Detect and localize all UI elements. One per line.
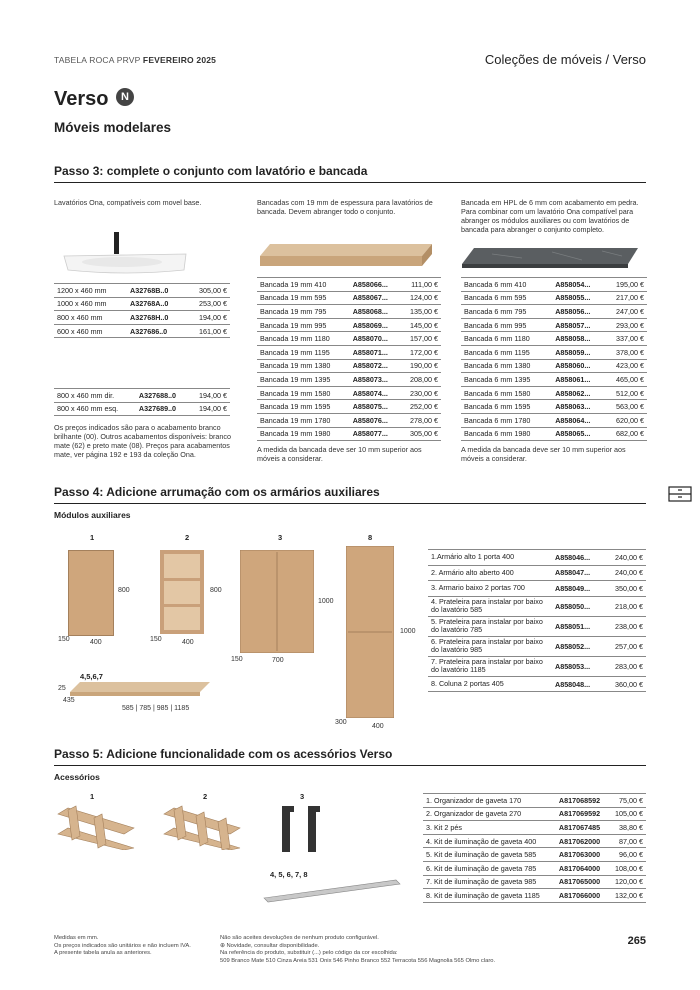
washbasin-image — [60, 232, 190, 276]
table-row — [461, 332, 647, 346]
dim-label: 300 — [335, 719, 347, 726]
product-code: A858058... — [552, 332, 604, 346]
modules-table — [428, 549, 646, 692]
price-cell: 378,00 € — [604, 345, 647, 359]
price-cell: 253,00 € — [185, 297, 230, 311]
table-row — [428, 565, 646, 581]
price-cell: 252,00 € — [400, 400, 441, 414]
price-cell: 190,00 € — [400, 359, 441, 373]
product-code: A327689..0 — [136, 402, 189, 416]
product-code: A32768A..0 — [127, 297, 185, 311]
price-cell: 240,00 € — [603, 565, 646, 581]
product-code: A817067485 — [556, 821, 608, 835]
dim-label: 585 | 785 | 985 | 1185 — [122, 705, 190, 712]
price-cell: 194,00 € — [189, 389, 230, 403]
column-2-doors-image — [346, 546, 394, 718]
description-cell: Bancada 6 mm 595 — [461, 291, 552, 305]
product-code: A858075... — [350, 400, 400, 414]
price-cell: 120,00 € — [608, 875, 646, 889]
product-code: A858055... — [552, 291, 604, 305]
product-code: A817064000 — [556, 861, 608, 875]
description-cell: 1. Organizador de gaveta 170 — [423, 794, 556, 808]
price-cell: 512,00 € — [604, 386, 647, 400]
price-cell: 161,00 € — [185, 324, 230, 338]
modules-4-7-label: 4,5,6,7 — [80, 672, 103, 681]
washbasin-table-asym — [54, 388, 230, 416]
description-cell: Bancada 19 mm 1180 — [257, 332, 350, 346]
wood-countertop-image — [260, 236, 432, 270]
washbasin-table — [54, 283, 230, 338]
table-row — [428, 581, 646, 597]
table-row — [257, 413, 441, 427]
step4-heading: Passo 4: Adicione arrumação com os armários auxiliares — [54, 485, 380, 499]
price-cell: 87,00 € — [608, 834, 646, 848]
description-cell: 1200 x 460 mm — [54, 284, 127, 298]
product-code: A858066... — [350, 278, 400, 292]
description-cell: Bancada 6 mm 1980 — [461, 427, 552, 441]
table-row — [428, 676, 646, 692]
table-row — [461, 386, 647, 400]
table-row — [257, 359, 441, 373]
description-cell: Bancada 19 mm 1580 — [257, 386, 350, 400]
dim-label: 150 — [150, 636, 162, 643]
table-row — [257, 291, 441, 305]
price-cell: 283,00 € — [603, 656, 646, 676]
table-row — [257, 278, 441, 292]
price-cell: 238,00 € — [603, 616, 646, 636]
description-cell: 800 x 460 mm esq. — [54, 402, 136, 416]
table-row — [257, 318, 441, 332]
description-cell: 3. Kit 2 pés — [423, 821, 556, 835]
price-cell: 682,00 € — [604, 427, 647, 441]
description-cell: 1.Armário alto 1 porta 400 — [428, 550, 552, 566]
product-code: A858047... — [552, 565, 603, 581]
table-row — [461, 427, 647, 441]
table-row — [428, 616, 646, 636]
price-cell: 194,00 € — [185, 311, 230, 325]
table-row — [54, 284, 230, 298]
table-row — [423, 834, 646, 848]
table-row — [423, 821, 646, 835]
tall-cabinet-door-image — [68, 550, 114, 636]
description-cell: Bancada 6 mm 410 — [461, 278, 552, 292]
dim-label: 800 — [118, 587, 130, 594]
table-row — [461, 345, 647, 359]
product-code: A858063... — [552, 400, 604, 414]
description-cell: 6. Prateleira para instalar por baixo do lavatório 985 — [428, 636, 552, 656]
product-code: A817068592 — [556, 794, 608, 808]
product-code: A858048... — [552, 676, 603, 692]
description-cell: 7. Kit de iluminação de gaveta 985 — [423, 875, 556, 889]
product-code: A858076... — [350, 413, 400, 427]
price-cell: 218,00 € — [603, 596, 646, 616]
table-row — [423, 861, 646, 875]
table-row — [461, 318, 647, 332]
dim-label: 700 — [272, 657, 284, 664]
table-row — [423, 848, 646, 862]
module-3-label: 3 — [278, 533, 283, 542]
product-code: A858064... — [552, 413, 604, 427]
description-cell: 4. Prateleira para instalar por baixo do lavatório 585 — [428, 596, 552, 616]
dim-label: 150 — [58, 636, 70, 643]
step3-col3-note: A medida da bancada deve ser 10 mm superior aos móveis a considerar. — [461, 445, 626, 463]
product-code: A858074... — [350, 386, 400, 400]
step3-col2-note: A medida da bancada deve ser 10 mm superior aos móveis a considerar. — [257, 445, 422, 463]
table-row — [461, 373, 647, 387]
description-cell: Bancada 6 mm 795 — [461, 305, 552, 319]
product-code: A858051... — [552, 616, 603, 636]
stone-countertop-image — [462, 242, 638, 272]
product-code: A817066000 — [556, 889, 608, 903]
price-cell: 305,00 € — [185, 284, 230, 298]
dim-label: 435 — [63, 697, 75, 704]
step5-section: Acessórios — [54, 772, 100, 782]
description-cell: 800 x 460 mm dir. — [54, 389, 136, 403]
product-code: A817069592 — [556, 807, 608, 821]
table-row — [461, 305, 647, 319]
open-cabinet-image — [160, 550, 204, 634]
price-cell: 145,00 € — [400, 318, 441, 332]
description-cell: 8. Kit de iluminação de gaveta 1185 — [423, 889, 556, 903]
description-cell: Bancada 6 mm 1595 — [461, 400, 552, 414]
accessories-table — [423, 793, 646, 903]
table-row — [428, 656, 646, 676]
price-cell: 305,00 € — [400, 427, 441, 441]
product-code: A817062000 — [556, 834, 608, 848]
product-code: A32768H..0 — [127, 311, 185, 325]
table-row — [428, 596, 646, 616]
table-row — [54, 297, 230, 311]
table-row — [423, 889, 646, 903]
page-number: 265 — [627, 935, 646, 947]
price-cell: 360,00 € — [603, 676, 646, 692]
price-cell: 620,00 € — [604, 413, 647, 427]
table-row — [461, 413, 647, 427]
dim-label: 1000 — [400, 628, 416, 635]
description-cell: Bancada 6 mm 1780 — [461, 413, 552, 427]
price-cell: 247,00 € — [604, 305, 647, 319]
product-code: A858050... — [552, 596, 603, 616]
product-code: A858053... — [552, 656, 603, 676]
table-row — [54, 389, 230, 403]
accessory-1-label: 1 — [90, 792, 95, 801]
step3-heading: Passo 3: complete o conjunto com lavatório e bancada — [54, 164, 368, 178]
table-row — [423, 794, 646, 808]
feet-kit-image — [280, 804, 324, 856]
description-cell: 2. Armário alto aberto 400 — [428, 565, 552, 581]
divider — [54, 503, 646, 504]
dim-label: 150 — [231, 656, 243, 663]
description-cell: Bancada 19 mm 1595 — [257, 400, 350, 414]
description-cell: Bancada 19 mm 595 — [257, 291, 350, 305]
price-cell: 350,00 € — [603, 581, 646, 597]
price-cell: 172,00 € — [400, 345, 441, 359]
description-cell: Bancada 6 mm 1580 — [461, 386, 552, 400]
table-row — [257, 373, 441, 387]
product-code: A858049... — [552, 581, 603, 597]
product-code: A817063000 — [556, 848, 608, 862]
product-code: A817065000 — [556, 875, 608, 889]
drawer-organizer-170-image — [54, 800, 138, 850]
product-code: A858068... — [350, 305, 400, 319]
description-cell: 5. Kit de iluminação de gaveta 585 — [423, 848, 556, 862]
product-code: A858072... — [350, 359, 400, 373]
drawer-organizer-270-image — [160, 800, 244, 850]
price-cell: 135,00 € — [400, 305, 441, 319]
price-cell: 240,00 € — [603, 550, 646, 566]
module-2-label: 2 — [185, 533, 190, 542]
table-row — [54, 402, 230, 416]
page-title: Verso — [54, 88, 109, 110]
product-code: A32768B..0 — [127, 284, 185, 298]
table-row — [423, 875, 646, 889]
product-code: A858062... — [552, 386, 604, 400]
price-cell: 111,00 € — [400, 278, 441, 292]
header-right: Coleções de móveis / Verso — [484, 52, 646, 67]
price-cell: 124,00 € — [400, 291, 441, 305]
product-code: A858069... — [350, 318, 400, 332]
price-cell: 108,00 € — [608, 861, 646, 875]
dim-label: 400 — [372, 723, 384, 730]
price-cell: 195,00 € — [604, 278, 647, 292]
price-cell: 75,00 € — [608, 794, 646, 808]
dim-label: 25 — [58, 685, 66, 692]
dim-label: 400 — [182, 639, 194, 646]
page-subtitle: Móveis modelares — [54, 120, 172, 135]
divider — [54, 765, 646, 766]
price-cell: 208,00 € — [400, 373, 441, 387]
product-code: A858054... — [552, 278, 604, 292]
description-cell: 600 x 460 mm — [54, 324, 127, 338]
product-code: A858070... — [350, 332, 400, 346]
description-cell: Bancada 19 mm 1395 — [257, 373, 350, 387]
price-cell: 230,00 € — [400, 386, 441, 400]
table-row — [461, 291, 647, 305]
description-cell: 5. Prateleira para instalar por baixo do lavatório 785 — [428, 616, 552, 636]
description-cell: 3. Armario baixo 2 portas 700 — [428, 581, 552, 597]
description-cell: Bancada 19 mm 795 — [257, 305, 350, 319]
description-cell: 6. Kit de iluminação de gaveta 785 — [423, 861, 556, 875]
footer-right: Não são aceites devoluções de nenhum produto configurável. ⊕ Novidade, consultar disponibilidade. Na referência do produto, substituir (...) pelo código da cor escolhida: 509 Branco Mate 510 Cinza Areia 531 Onix 546 Pinho Branco 552 Terracota 556 Magnolia 565 Olmo claro. — [220, 935, 496, 964]
price-cell: 132,00 € — [608, 889, 646, 903]
description-cell: Bancada 19 mm 1380 — [257, 359, 350, 373]
table-row — [257, 427, 441, 441]
step3-col1-note: Os preços indicados são para o acabamento branco brilhante (00). Outros acabamentos disponíveis: branco mate (62) e preto mate (08). Preços para acabamentos mate, ver página 192 e 193 da coleção Ona. — [54, 423, 231, 459]
description-cell: 7. Prateleira para instalar por baixo do lavatório 1185 — [428, 656, 552, 676]
divider — [54, 182, 646, 183]
description-cell: 4. Kit de iluminação de gaveta 400 — [423, 834, 556, 848]
dim-label: 400 — [90, 639, 102, 646]
module-8-label: 8 — [368, 533, 373, 542]
table-row — [257, 332, 441, 346]
furniture-tab-icon — [668, 484, 692, 504]
table-row — [54, 324, 230, 338]
table-row — [428, 636, 646, 656]
dim-label: 1000 — [318, 598, 334, 605]
step5-heading: Passo 5: Adicione funcionalidade com os acessórios Verso — [54, 747, 393, 761]
low-cabinet-2-doors-image — [240, 550, 314, 653]
table-row — [257, 386, 441, 400]
drawer-lighting-image — [262, 876, 402, 904]
description-cell: 8. Coluna 2 portas 405 — [428, 676, 552, 692]
product-code: A858052... — [552, 636, 603, 656]
table-row — [461, 359, 647, 373]
price-cell: 563,00 € — [604, 400, 647, 414]
step3-col1-intro: Lavatórios Ona, compatíveis com movel base. — [54, 198, 202, 207]
description-cell: Bancada 19 mm 1780 — [257, 413, 350, 427]
price-cell: 257,00 € — [603, 636, 646, 656]
price-cell: 105,00 € — [608, 807, 646, 821]
table-row — [428, 550, 646, 566]
dim-label: 800 — [210, 587, 222, 594]
accessories-4-8-label: 4, 5, 6, 7, 8 — [270, 870, 308, 879]
novelty-badge: N — [116, 88, 134, 106]
product-code: A327688..0 — [136, 389, 189, 403]
price-cell: 157,00 € — [400, 332, 441, 346]
price-cell: 194,00 € — [189, 402, 230, 416]
table-row — [54, 311, 230, 325]
table-row — [461, 278, 647, 292]
product-code: A327686..0 — [127, 324, 185, 338]
product-code: A858077... — [350, 427, 400, 441]
description-cell: Bancada 6 mm 995 — [461, 318, 552, 332]
step3-col3-intro: Bancada em HPL de 6 mm com acabamento em pedra. Para combinar com um lavatório Ona compatível para abranger os módulos auxiliares ou com lavatórios de bancada para abranger o conjunto completo. — [461, 198, 639, 234]
description-cell: 2. Organizador de gaveta 270 — [423, 807, 556, 821]
product-code: A858056... — [552, 305, 604, 319]
price-cell: 423,00 € — [604, 359, 647, 373]
price-cell: 465,00 € — [604, 373, 647, 387]
description-cell: 1000 x 460 mm — [54, 297, 127, 311]
description-cell: Bancada 6 mm 1180 — [461, 332, 552, 346]
description-cell: Bancada 19 mm 995 — [257, 318, 350, 332]
price-cell: 38,80 € — [608, 821, 646, 835]
product-code: A858073... — [350, 373, 400, 387]
product-code: A858065... — [552, 427, 604, 441]
countertop19-table — [257, 277, 441, 441]
description-cell: Bancada 19 mm 1195 — [257, 345, 350, 359]
description-cell: Bancada 6 mm 1395 — [461, 373, 552, 387]
table-row — [423, 807, 646, 821]
product-code: A858059... — [552, 345, 604, 359]
price-cell: 278,00 € — [400, 413, 441, 427]
product-code: A858071... — [350, 345, 400, 359]
product-code: A858067... — [350, 291, 400, 305]
price-cell: 217,00 € — [604, 291, 647, 305]
product-code: A858046... — [552, 550, 603, 566]
accessory-3-label: 3 — [300, 792, 305, 801]
description-cell: Bancada 6 mm 1195 — [461, 345, 552, 359]
description-cell: Bancada 6 mm 1380 — [461, 359, 552, 373]
table-row — [257, 305, 441, 319]
price-cell: 96,00 € — [608, 848, 646, 862]
header-left: TABELA ROCA PRVP FEVEREIRO 2025 — [54, 55, 217, 65]
module-1-label: 1 — [90, 533, 95, 542]
price-cell: 337,00 € — [604, 332, 647, 346]
product-code: A858057... — [552, 318, 604, 332]
countertop6-table — [461, 277, 647, 441]
shelf-image — [70, 680, 210, 700]
table-row — [461, 400, 647, 414]
price-cell: 293,00 € — [604, 318, 647, 332]
product-code: A858061... — [552, 373, 604, 387]
description-cell: Bancada 19 mm 1980 — [257, 427, 350, 441]
table-row — [257, 345, 441, 359]
step3-col2-intro: Bancadas com 19 mm de espessura para lavatórios de bancada. Devem abranger todo o conjunto. — [257, 198, 433, 216]
table-row — [257, 400, 441, 414]
footer-left: Medidas em mm. Os preços indicados são unitários e não incluem IVA. A presente tabela anula as anteriores. — [54, 935, 191, 956]
accessory-2-label: 2 — [203, 792, 208, 801]
description-cell: 800 x 460 mm — [54, 311, 127, 325]
step4-section: Módulos auxiliares — [54, 510, 131, 520]
description-cell: Bancada 19 mm 410 — [257, 278, 350, 292]
product-code: A858060... — [552, 359, 604, 373]
